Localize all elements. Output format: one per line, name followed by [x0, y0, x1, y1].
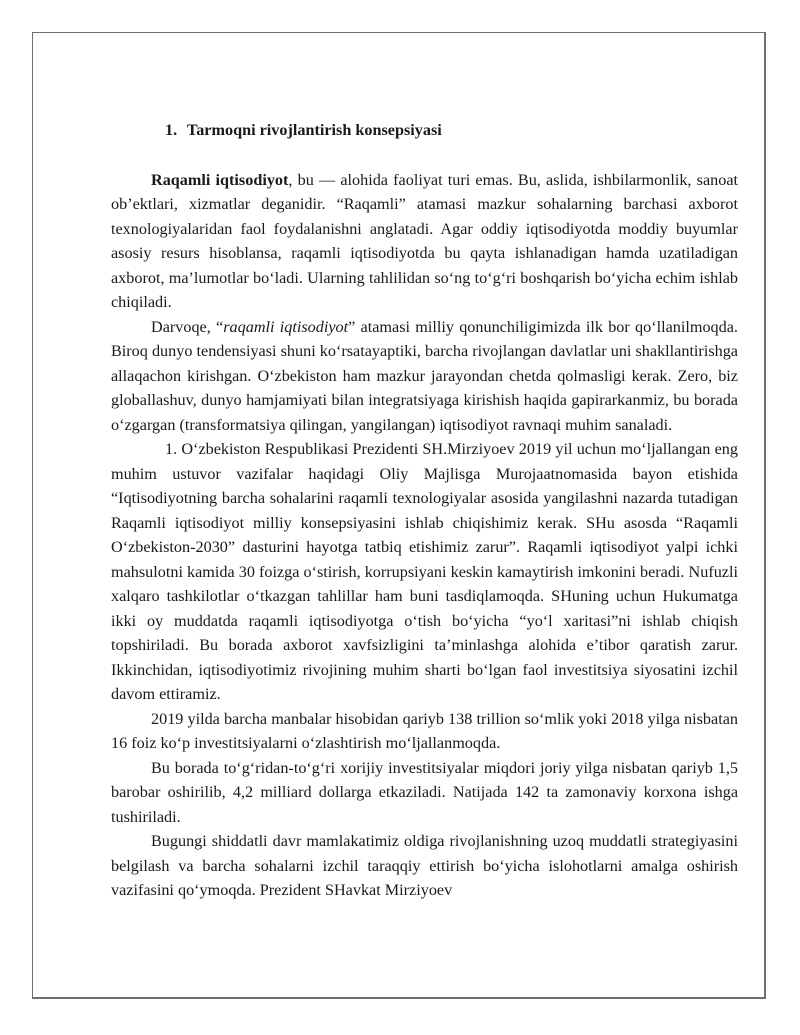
document-page: [32, 32, 766, 999]
paragraph-2: [111, 315, 738, 438]
paragraph-1: [111, 168, 738, 315]
paragraph-2-before: Darvoqe, “: [151, 317, 224, 336]
paragraph-2-after: ” atamasi milliy qonunchiligimizda ilk bor qo‘llanilmoqda. Biroq dunyo tendensiyasi shuni ko‘rsatayaptiki, barcha rivojlangan davlatlar uni shakllantirishga allaqachon kirishgan. O‘zbekiston ham mazkur jarayondan chetda qolmasligi kerak. Zero, biz globallashuv, dunyo hamjamiyati bilan integratsiyaga kirishish haqida gapirarkanmiz, bu borada o‘zgargan (transformatsiya qilingan, yangilangan) iqtisodiyot ravnaqi muhim sanaladi.: [111, 317, 738, 434]
paragraph-4: 2019 yilda barcha manbalar hisobidan qariyb 138 trillion so‘mlik yoki 2018 yilga nisbatan 16 foiz ko‘p investitsiyalarni o‘zlashtirish mo‘ljallanmoqda.: [111, 709, 738, 752]
paragraph-6: Bugungi shiddatli davr mamlakatimiz oldiga rivojlanishning uzoq muddatli strategiyasini belgilash va barcha sohalarni izchil taraqqiy ettirish bo‘yicha islohotlarni amalga oshirish vazifasini qo‘ymoqda. Prezident SHavkat Mirziyoev: [111, 832, 738, 899]
paragraph-1-text: , bu — alohida faoliyat turi emas. Bu, aslida, ishbilarmonlik, sanoat ob’ektlari, xizmatlar deganidir. “Raqamli” atamasi mazkur sohalarning barchasi axborot texnologiyalaridan faol foydalanishni anglatadi. Agar oddiy iqtisodiyotda moddiy buyumlar asosiy resurs hisoblansa, raqamli iqtisodiyotda bu qayta ishlanadigan hamda uzatiladigan axborot, ma’lumotlar bo‘ladi. Ularning tahlilidan so‘ng to‘g‘ri boshqarish bo‘yicha echim ishlab chiqiladi.: [111, 170, 738, 311]
document-body: [111, 118, 738, 903]
bold-term: Raqamli iqtisodiyot: [151, 170, 289, 189]
heading-number: 1.: [165, 121, 178, 139]
section-heading: [165, 118, 738, 143]
paragraph-3: 1. O‘zbekiston Respublikasi Prezidenti SH.Mirziyoev 2019 yil uchun mo‘ljallangan eng muhim ustuvor vazifalar haqidagi Oliy Majlisga Murojaatnomasida bayon etishida “Iqtisodiyotning barcha sohalarini raqamli texnologiyalar asosida yangilashni nazarda tutadigan Raqamli iqtisodiyot milliy konsepsiyasini ishlab chiqishimiz kerak. SHu asosda “Raqamli O‘zbekiston-2030” dasturini hayotga tatbiq etishimiz zarur”. Raqamli iqtisodiyot yalpi ichki mahsulotni kamida 30 foizga o‘stirish, korrupsiyani keskin kamaytirish imkonini beradi. Nufuzli xalqaro tashkilotlar o‘tkazgan tahlillar ham buni tasdiqlamoqda. SHuning uchun Hukumatga ikki oy muddatda raqamli iqtisodiyotga o‘tish bo‘yicha “yo‘l xaritasi”ni ishlab chiqish topshiriladi. Bu borada axborot xavfsizligini ta’minlashga alohida e’tibor qaratish zarur. Ikkinchidan, iqtisodiyotimiz rivojining muhim sharti bo‘lgan faol investitsiya siyosatini izchil davom ettiramiz.: [111, 440, 738, 703]
heading-text: Tarmoqni rivojlantirish konsepsiyasi: [186, 121, 442, 139]
italic-term: raqamli iqtisodiyot: [223, 317, 349, 336]
paragraph-5: Bu borada to‘g‘ridan-to‘g‘ri xorijiy investitsiyalar miqdori joriy yilga nisbatan qariyb 1,5 barobar oshirilib, 4,2 milliard dollarga etkaziladi. Natijada 142 ta zamonaviy korxona ishga tushiriladi.: [111, 758, 738, 826]
